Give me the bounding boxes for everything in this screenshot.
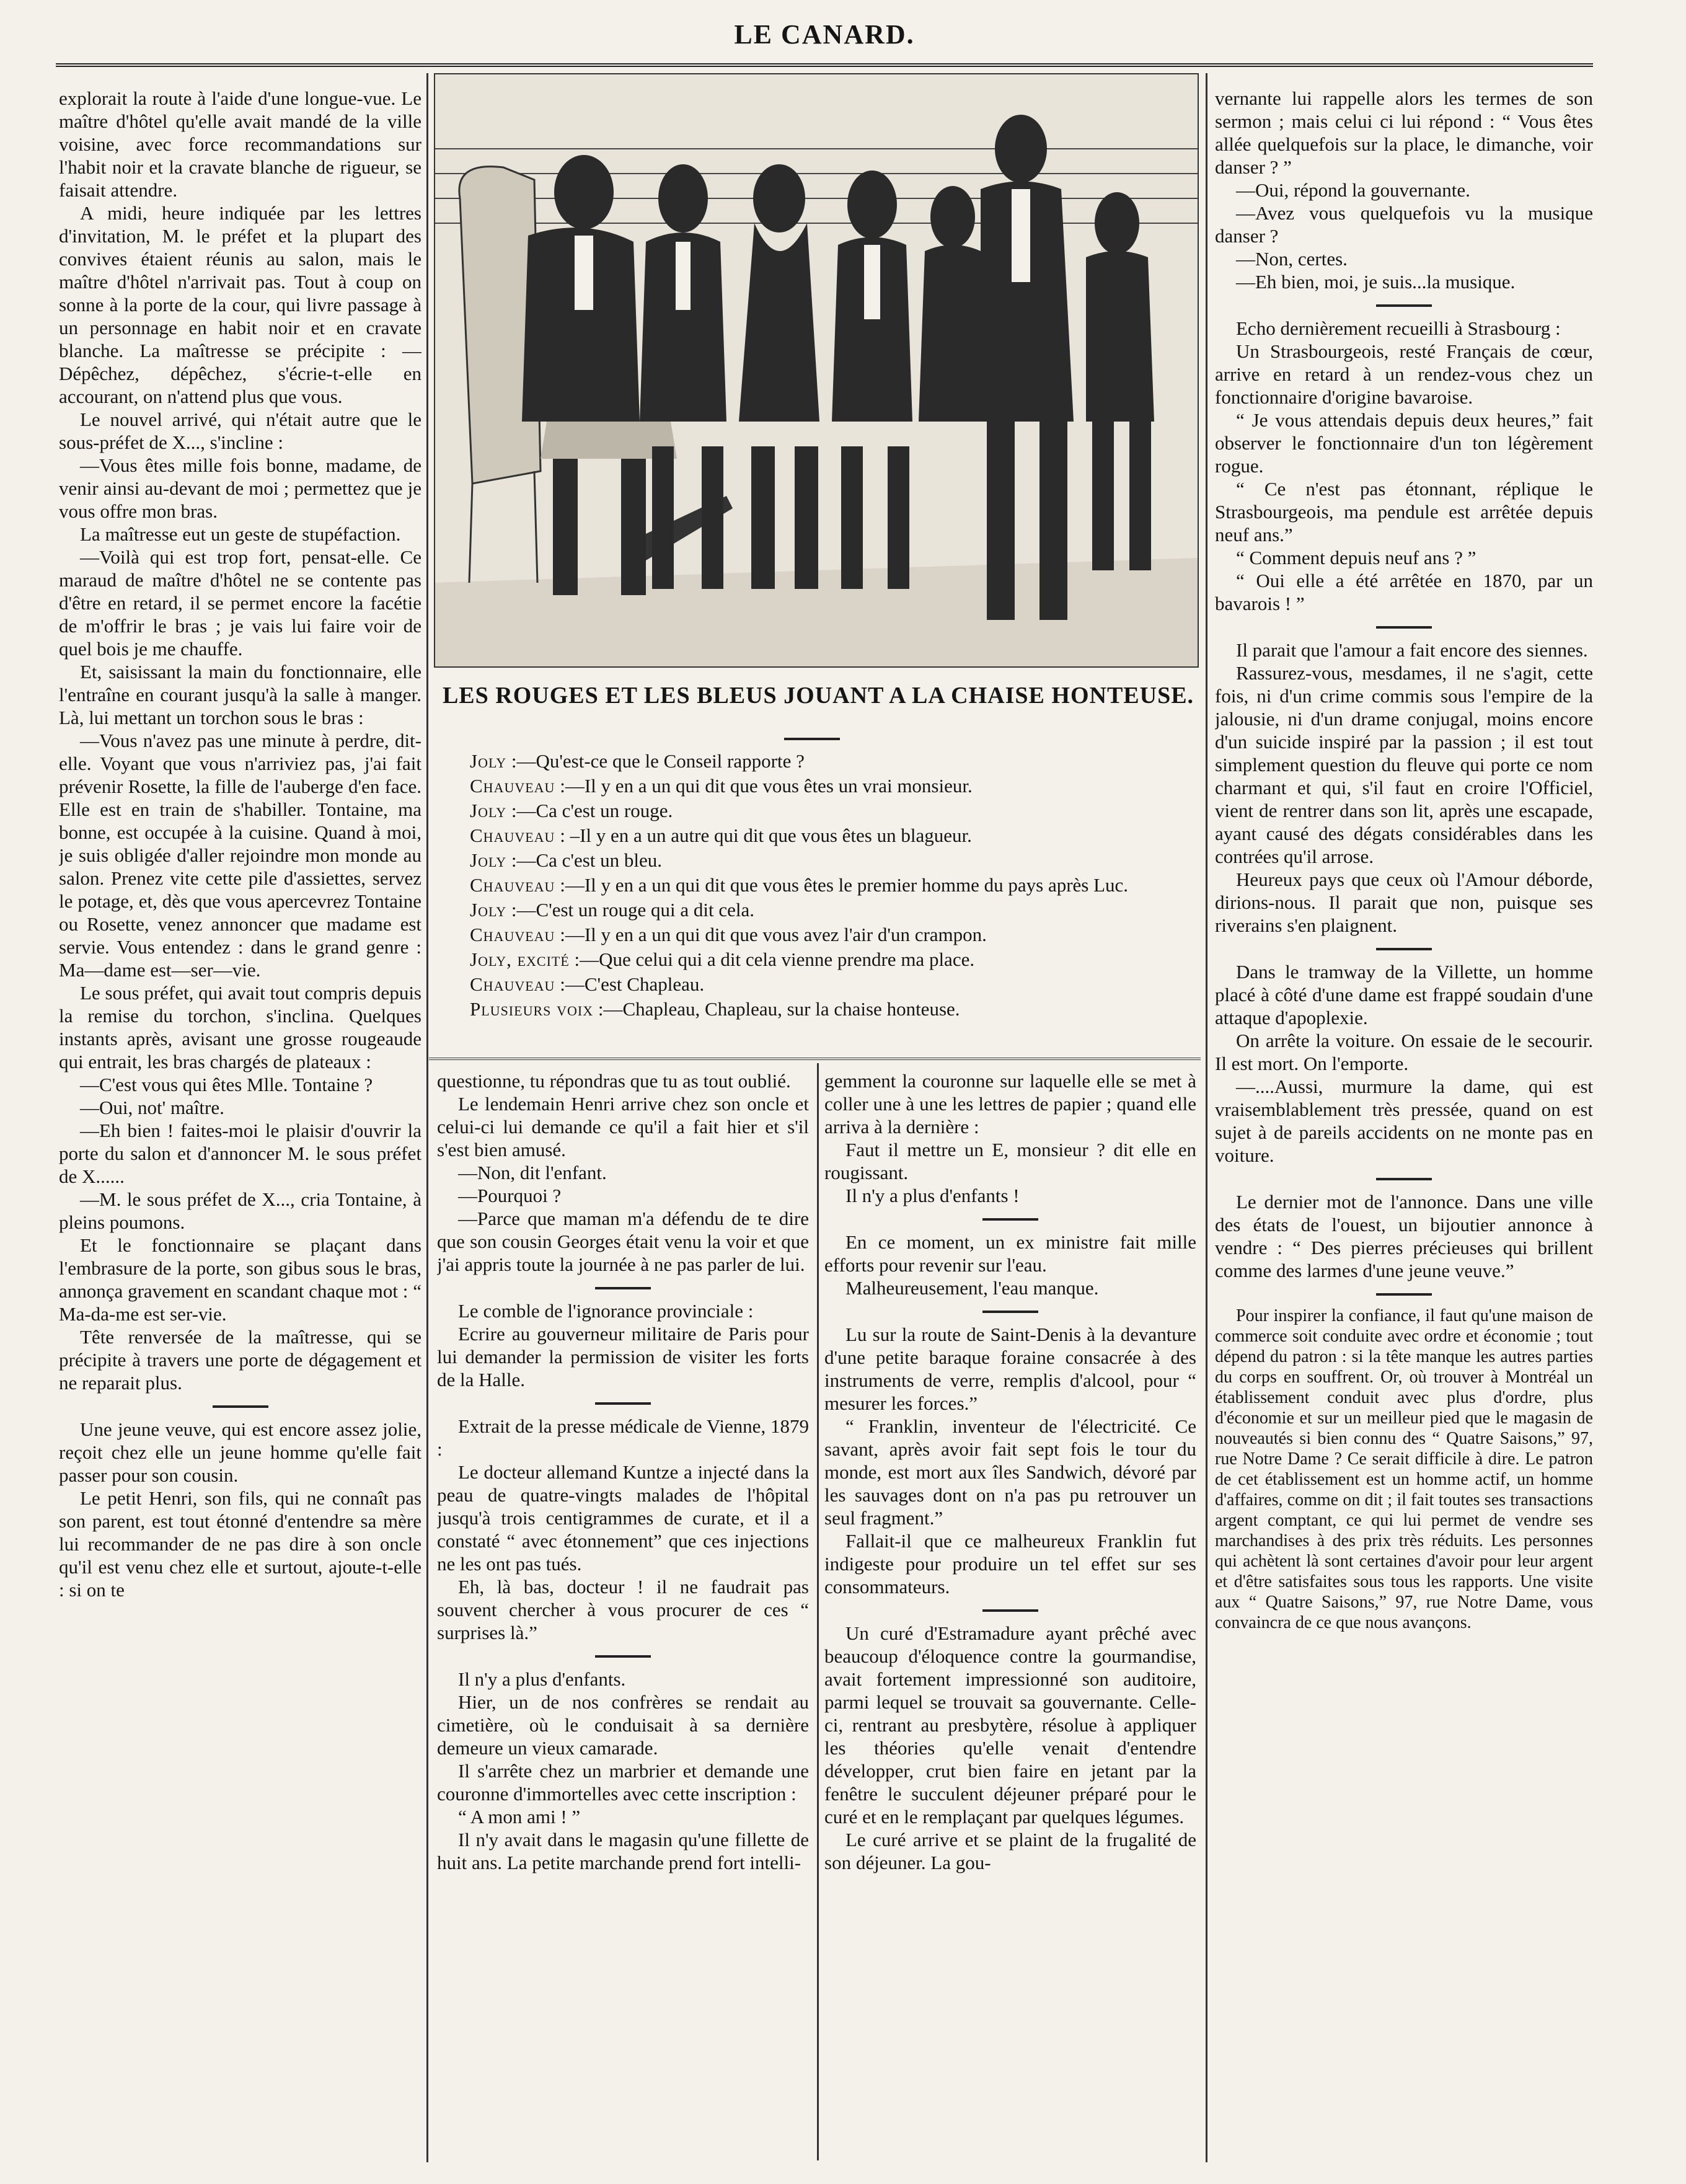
- masthead-rule: [56, 63, 1593, 67]
- paragraph: Le curé arrive et se plaint de la frugalité de son déjeuner. La gou-: [824, 1829, 1196, 1873]
- illustration-caption: LES ROUGES ET LES BLEUS JOUANT A LA CHAISE HONTEUSE.: [442, 683, 1194, 709]
- paragraph: Le docteur allemand Kuntze a injecté dans la peau de quatre-vingts malades de l'hôpital jusqu'à trois centigrammes de curate, et il a constaté “ avec étonnement” que ces injections ne les ont pas tués.: [437, 1461, 809, 1575]
- line-text: :—Ca c'est un bleu.: [511, 849, 663, 871]
- paragraph: —Vous n'avez pas une minute à perdre, dit-elle. Voyant que vous n'arriviez pas, j'ai fait prévenir Rosette, la fille de l'auberge d'en face. Elle est en train de s'habiller. Tontaine, ma bonne, est occupée à la cuisine. Quand à moi, je suis obligée d'aller rejoindre mon monde au salon. Prenez vite cette pile d'assiettes, servez le potage, et, dès que vous apercevrez Tontaine ou Rosette, venez annoncer que madame est servie. Vous entendez : dans le grand genre : Ma—dame est—ser—vie.: [59, 730, 422, 981]
- paragraph: Malheureusement, l'eau manque.: [845, 1277, 1099, 1299]
- column-1: [59, 87, 422, 2157]
- separator: [213, 1405, 268, 1408]
- speaker: Joly, excité: [470, 948, 570, 970]
- line-text: :—Il y en a un qui dit que vous êtes le premier homme du pays après Luc.: [560, 874, 1129, 896]
- paragraph: “ Oui elle a été arrêtée en 1870, par un bavarois ! ”: [1215, 570, 1593, 614]
- paragraph: Il n'y a plus d'enfants.: [458, 1668, 626, 1690]
- paragraph: Eh, là bas, docteur ! il ne faudrait pas souvent chercher à vous procurer de ces “ surprises là.”: [437, 1576, 809, 1643]
- paragraph: Et le fonctionnaire se plaçant dans l'embrasure de la porte, son gibus sous le bras, annonça gravement en scandant chaque mot : “ Ma-da-me est ser-vie.: [59, 1234, 422, 1325]
- dialogue-line: [434, 774, 1190, 798]
- paragraph: —Oui, not' maître.: [80, 1097, 224, 1118]
- paragraph: —C'est vous qui êtes Mlle. Tontaine ?: [80, 1074, 373, 1095]
- paragraph: Hier, un de nos confrères se rendait au cimetière, où le conduisait à sa dernière demeure un vieux camarade.: [437, 1691, 809, 1759]
- paragraph: Le petit Henri, son fils, qui ne connaît pas son parent, est tout étonné d'entendre sa mère lui recommander de ne pas dire à son oncle qu'il est venu chez elle et surtout, ajoute-t-elle : si on te: [59, 1487, 422, 1601]
- speaker: Joly: [470, 750, 507, 772]
- paragraph: —Non, certes.: [1236, 248, 1348, 270]
- paragraph: Il parait que l'amour a fait encore des siennes.: [1236, 639, 1588, 661]
- column-2: [437, 1069, 809, 2160]
- line-text: :—Il y en a un qui dit que vous avez l'air d'un crampon.: [560, 924, 987, 945]
- separator: [595, 1655, 651, 1658]
- advertisement: Pour inspirer la confiance, il faut qu'une maison de commerce soit conduite avec ordre et économie ; tout dépend du patron : si la tête manque les autres parties du corps en souffrent. Or, où trouver à Montréal un établissement conduit avec plus d'ordre, plus d'économie et sur un meilleur pied que le magasin de nouveautés si bien connu des “ Quatre Saisons,” 97, rue Notre Dame ? Ce serait difficile à dire. Le patron de cet établissement est un homme actif, un homme d'affaires, comme on dit ; il fait toutes ses transactions argent comptant, ce qui lui permet de vendre ses marchandises à des prix très réduits. Les personnes qui achètent là sont certaines d'avoir pour leur argent et d'être satisfaites sous tous les rapports. Une visite aux “ Quatre Saisons,” 97, rue Notre Dame, vous convaincra de ce que nous avançons.: [1215, 1306, 1593, 1632]
- dialogue-line: [434, 972, 1190, 997]
- column-rule: [1206, 73, 1207, 2162]
- paragraph: —....Aussi, murmure la dame, qui est vraisemblablement très pressée, quand on est sujet à de pareils accidents on ne monte pas en voiture.: [1215, 1076, 1593, 1166]
- engraving-illustration: [435, 74, 1198, 666]
- line-text: : –Il y en a un autre qui dit que vous êtes un blagueur.: [560, 825, 972, 846]
- paragraph: Fallait-il que ce malheureux Franklin fut indigeste pour produire un tel effet sur ses consommateurs.: [824, 1530, 1196, 1598]
- paragraph: Il s'arrête chez un marbrier et demande une couronne d'immortelles avec cette inscription :: [437, 1760, 809, 1805]
- paragraph: Le lendemain Henri arrive chez son oncle et celui-ci lui demande ce qu'il a fait hier et s'il s'est bien amusé.: [437, 1093, 809, 1161]
- speaker: Chauveau: [470, 775, 555, 797]
- speaker: Chauveau: [470, 825, 555, 846]
- speaker: Chauveau: [470, 973, 555, 995]
- paragraph: A midi, heure indiquée par les lettres d'invitation, M. le préfet et la plupart des convives étaient réunis au salon, mais le maître d'hôtel n'arrivait pas. Tout à coup on sonne à la porte de la cour, qui livre passage à un personnage en habit noir et en cravate blanche. La maîtresse se précipite : —Dépêchez, dépêchez, s'écrie-t-elle en accourant, on n'attend plus que vous.: [59, 202, 422, 407]
- paragraph: Un Strasbourgeois, resté Français de cœur, arrive en retard à un rendez-vous chez un fonctionnaire d'origine bavaroise.: [1215, 340, 1593, 408]
- paragraph: —Parce que maman m'a défendu de te dire que son cousin Georges était venu la voir et que j'ai appris toute la journée à ne pas parler de lui.: [437, 1208, 809, 1275]
- separator: [595, 1402, 651, 1405]
- paragraph: Echo dernièrement recueilli à Strasbourg :: [1236, 317, 1561, 339]
- speaker: Joly: [470, 899, 507, 921]
- paragraph: Et, saisissant la main du fonctionnaire, elle l'entraîne en courant jusqu'à la salle à manger. Là, lui mettant un torchon sous le bras :: [59, 661, 422, 728]
- separator: [1376, 1178, 1432, 1180]
- paragraph: “ A mon ami ! ”: [458, 1806, 581, 1828]
- paragraph: —Voilà qui est trop fort, pensat-elle. Ce maraud de maître d'hôtel ne se contente pas d'être en retard, il se permet encore la facétie de m'offrir le bras ; je vais lui faire voir de quel bois je me chauffe.: [59, 546, 422, 660]
- paragraph: Tête renversée de la maîtresse, qui se précipite à travers une porte de dégagement et ne reparait plus.: [59, 1326, 422, 1394]
- paragraph: Ecrire au gouverneur militaire de Paris pour lui demander la permission de visiter les forts de la Halle.: [437, 1323, 809, 1390]
- paragraph: explorait la route à l'aide d'une longue-vue. Le maître d'hôtel qu'elle avait mandé de la ville voisine, avec force recommandations sur l'habit noir et la cravate blanche de rigueur, se faisait attendre.: [59, 87, 422, 201]
- paragraph: questionne, tu répondras que tu as tout oublié.: [437, 1070, 791, 1092]
- dialogue-line: [434, 947, 1190, 972]
- dialogue-block: [434, 738, 1190, 1022]
- line-text: :—C'est Chapleau.: [560, 973, 705, 995]
- section-rule: [429, 1058, 1201, 1060]
- line-text: :—Qu'est-ce que le Conseil rapporte ?: [511, 750, 805, 772]
- paragraph: “ Ce n'est pas étonnant, réplique le Strasbourgeois, ma pendule est arrêtée depuis neuf ans.”: [1215, 478, 1593, 546]
- paragraph: Rassurez-vous, mesdames, il ne s'agit, cette fois, ni d'un crime commis sous l'empire de la jalousie, ni d'un drame conjugal, moins encore d'un suicide inspiré par la passion ; il est tout simplement question du fleuve qui porte ce nom charmant et qui, s'il faut en croire l'Officiel, vient de rentrer dans son lit, après une escapade, ayant causé des dégats considérables dans les contrées qu'il arrose.: [1215, 662, 1593, 867]
- paragraph: —Non, dit l'enfant.: [458, 1162, 607, 1183]
- column-rule: [817, 1063, 819, 2160]
- paragraph: —Eh bien ! faites-moi le plaisir d'ouvrir la porte du salon et d'annoncer M. le sous préfet de X......: [59, 1120, 422, 1187]
- dialogue-line: [434, 997, 1190, 1022]
- column-4: [1215, 87, 1593, 2157]
- dialogue-line: [434, 898, 1190, 922]
- paragraph: gemment la couronne sur laquelle elle se met à coller une à une les lettres de papier ; quand elle arriva à la dernière :: [824, 1070, 1196, 1138]
- paragraph: vernante lui rappelle alors les termes de son sermon ; mais celui ci lui répond : “ Vous êtes allée quelquefois sur la place, le dimanche, voir danser ? ”: [1215, 87, 1593, 178]
- paragraph: “ Franklin, inventeur de l'électricité. Ce savant, après avoir fait sept fois le tour du monde, est mort aux îles Sandwich, dévoré par les sauvages dont on n'a pas pu retrouver un seul fragment.”: [824, 1415, 1196, 1529]
- separator: [1376, 948, 1432, 950]
- column-rule: [426, 73, 428, 2162]
- speaker: Joly: [470, 849, 507, 871]
- line-text: :—Que celui qui a dit cela vienne prendre ma place.: [574, 948, 975, 970]
- speaker: Chauveau: [470, 874, 555, 896]
- paragraph: On arrête la voiture. On essaie de le secourir. Il est mort. On l'emporte.: [1215, 1030, 1593, 1074]
- paragraph: “ Comment depuis neuf ans ? ”: [1236, 547, 1476, 568]
- paragraph: Heureux pays que ceux où l'Amour déborde, dirions-nous. Il parait que non, puisque ses riverains s'en plaignent.: [1215, 869, 1593, 936]
- separator: [784, 738, 840, 740]
- speaker: Plusieurs voix: [470, 998, 594, 1020]
- paragraph: Une jeune veuve, qui est encore assez jolie, reçoit chez elle un jeune homme qu'elle fait passer pour son cousin.: [59, 1418, 422, 1486]
- paragraph: En ce moment, un ex ministre fait mille efforts pour revenir sur l'eau.: [824, 1231, 1196, 1276]
- paragraph: Un curé d'Estramadure ayant prêché avec beaucoup d'éloquence contre la gourmandise, avait fortement impressionné son auditoire, parmi lequel se trouvait sa gouvernante. Celle-ci, rentrant au presbytère, résolue à appliquer les théories qu'elle venait d'entendre développer, crut bien faire en jetant par la fenêtre le succulent déjeuner préparé pour le curé et en le remplaçant par quelques légumes.: [824, 1622, 1196, 1828]
- separator: [982, 1218, 1038, 1221]
- paragraph: Il n'y a plus d'enfants !: [845, 1185, 1020, 1206]
- dialogue-line: [434, 922, 1190, 947]
- paragraph: Extrait de la presse médicale de Vienne, 1879 :: [437, 1415, 809, 1460]
- masthead: [56, 12, 1593, 68]
- newspaper-title: LE CANARD.: [734, 19, 915, 50]
- paragraph: “ Je vous attendais depuis deux heures,” fait observer le fonctionnaire d'un ton légèrement rogue.: [1215, 409, 1593, 477]
- separator: [1376, 304, 1432, 307]
- separator: [595, 1287, 651, 1289]
- speaker: Joly: [470, 800, 507, 821]
- dialogue-line: [434, 848, 1190, 873]
- paragraph: —Avez vous quelquefois vu la musique danser ?: [1215, 202, 1593, 247]
- dialogue-line: [434, 873, 1190, 898]
- paragraph: Le dernier mot de l'annonce. Dans une ville des états de l'ouest, un bijoutier annonce à vendre : “ Des pierres précieuses qui brillent comme des larmes d'une jeune veuve.”: [1215, 1191, 1593, 1281]
- paragraph: —Vous êtes mille fois bonne, madame, de venir ainsi au-devant de moi ; permettez que je vous offre mon bras.: [59, 454, 422, 522]
- paragraph: Le nouvel arrivé, qui n'était autre que le sous-préfet de X..., s'incline :: [59, 409, 422, 453]
- paragraph: —Oui, répond la gouvernante.: [1236, 179, 1470, 201]
- line-text: :—Ca c'est un rouge.: [511, 800, 673, 821]
- paragraph: La maîtresse eut un geste de stupéfaction.: [80, 523, 401, 545]
- separator: [1376, 626, 1432, 629]
- speaker: Chauveau: [470, 924, 555, 945]
- separator: [982, 1609, 1038, 1612]
- dialogue-line: [434, 749, 1190, 774]
- paragraph: Le sous préfet, qui avait tout compris depuis la remise du torchon, s'inclina. Quelques instants après, avisant une grosse rougeaude qui entrait, les bras chargés de plateaux :: [59, 982, 422, 1072]
- paragraph: Il n'y avait dans le magasin qu'une fillette de huit ans. La petite marchande prend fort intelli-: [437, 1829, 809, 1873]
- dialogue-line: [434, 823, 1190, 848]
- line-text: :—Chapleau, Chapleau, sur la chaise honteuse.: [598, 998, 960, 1020]
- paragraph: Lu sur la route de Saint-Denis à la devanture d'une petite baraque foraine consacrée à des instruments de verre, remplis d'alcool, pour “ mesurer les forces.”: [824, 1324, 1196, 1414]
- paragraph: —Eh bien, moi, je suis...la musique.: [1236, 271, 1516, 293]
- illustration: [434, 73, 1199, 668]
- column-3: [824, 1069, 1196, 2160]
- line-text: :—C'est un rouge qui a dit cela.: [511, 899, 754, 921]
- paragraph: Le comble de l'ignorance provinciale :: [458, 1300, 754, 1322]
- paragraph: Dans le tramway de la Villette, un homme placé à côté d'une dame est frappé soudain d'une attaque d'apoplexie.: [1215, 961, 1593, 1028]
- dialogue-line: [434, 798, 1190, 823]
- paragraph: —M. le sous préfet de X..., cria Tontaine, à pleins poumons.: [59, 1188, 422, 1233]
- separator: [982, 1311, 1038, 1313]
- paragraph: Faut il mettre un E, monsieur ? dit elle en rougissant.: [824, 1139, 1196, 1183]
- paragraph: —Pourquoi ?: [458, 1185, 562, 1206]
- separator: [1376, 1293, 1432, 1296]
- line-text: :—Il y en a un qui dit que vous êtes un vrai monsieur.: [560, 775, 973, 797]
